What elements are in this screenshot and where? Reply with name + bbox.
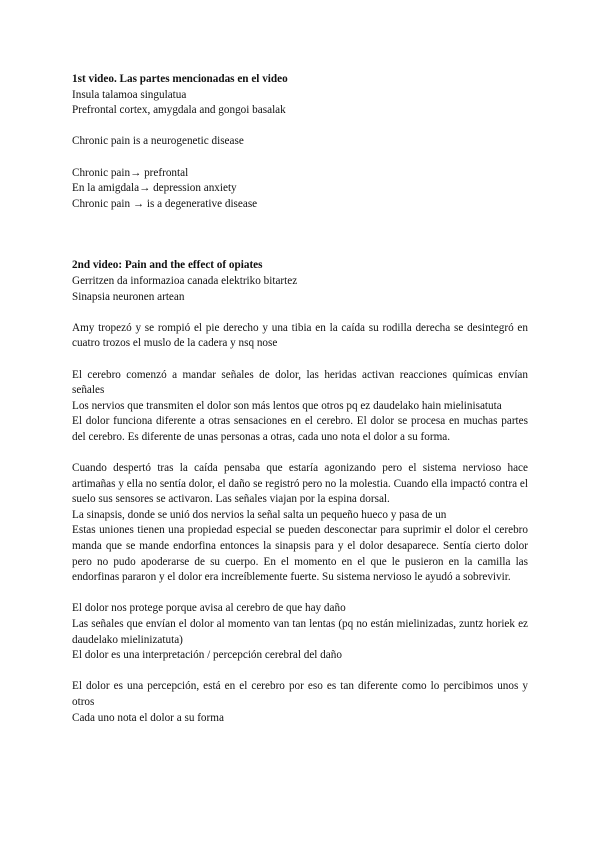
section1-line: Insula talamoa singulatua [72, 88, 187, 101]
section1-note: Chronic pain → is a degenerative disease [72, 197, 258, 210]
section2-intro-line: Gerritzen da informazioa canada elektriko bitartez [72, 274, 298, 287]
amy-paragraph: Amy tropezó y se rompió el pie derecho y una tibia en la caída su rodilla derecha se desintegró en cuatro trozos el muslo de la cadera y nsq nose [72, 321, 528, 350]
document-page [72, 72, 528, 726]
section1-note: En la amigdala→ depression anxiety [72, 182, 237, 195]
protect-paragraph: El dolor es una interpretación / percepción cerebral del daño [72, 649, 342, 662]
protect-paragraph: El dolor nos protege porque avisa al cerebro de que hay daño [72, 602, 346, 615]
perception-paragraph: El dolor es una percepción, está en el cerebro por eso es tan diferente como lo percibimos unos y otros [72, 680, 528, 708]
section2-intro-line: Sinapsia neuronen artean [72, 290, 185, 303]
brain-paragraph: El dolor funciona diferente a otras sensaciones en el cerebro. El dolor se procesa en muchas partes del cerebro. Es diferente de unas personas a otras, cada uno nota el dolor a su forma. [72, 415, 528, 443]
wake-paragraph: La sinapsis, donde se unió dos nervios la señal salta un pequeño hueco y pasa de un [72, 508, 447, 521]
section1-note: Chronic pain→ prefrontal [72, 166, 189, 179]
section1-line: Prefrontal cortex, amygdala and gongoi basalak [72, 104, 286, 117]
section2-heading: 2nd video: Pain and the effect of opiates [72, 259, 263, 272]
brain-paragraph: Los nervios que transmiten el dolor son más lentos que otros pq ez daudelako hain mielinisatuta [72, 399, 502, 412]
wake-paragraph: Cuando despertó tras la caída pensaba que estaría agonizando pero el sistema nervioso hace artimañas y ella no sentía dolor, el daño se registró pero no la molestia. Cuando ella impactó contra el suelo sus sensores se activaron. Las señales viajan por la espina dorsal. [72, 462, 528, 506]
perception-paragraph: Cada uno nota el dolor a su forma [72, 711, 224, 724]
brain-paragraph: El cerebro comenzó a mandar señales de dolor, las heridas activan reacciones químicas envían señales [72, 368, 528, 397]
section1-statement: Chronic pain is a neurogenetic disease [72, 135, 244, 148]
wake-paragraph: Estas uniones tienen una propiedad especial se pueden desconectar para suprimir el dolor el cerebro manda que se mande endorfina entonces la sinapsis para y el dolor desaparece. Sentía cierto dolor pero no pudo apoderarse de su cuerpo. En el momento en el que le pusieron en la camilla las endorfinas pararon y el dolor era increíblemente fuerte. Su sistema nervioso le ayudó a sobrevivir. [72, 524, 528, 584]
section1-heading: 1st video. Las partes mencionadas en el video [72, 73, 288, 85]
protect-paragraph: Las señales que envían el dolor al momento van tan lentas (pq no están mielinizadas, zuntz horiek ez daudelako mielinizatuta) [72, 618, 528, 646]
